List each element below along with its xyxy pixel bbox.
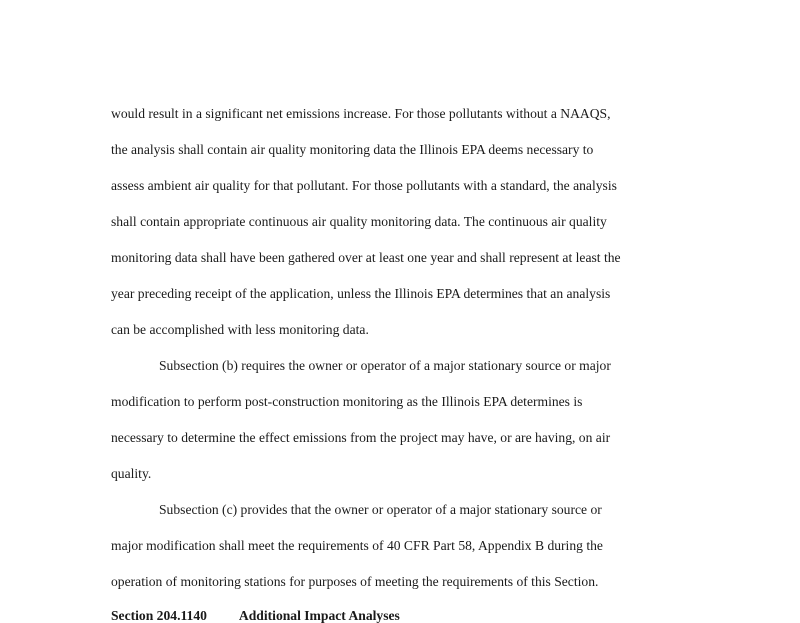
section-heading (111, 609, 400, 623)
paragraph-line: Subsection (b) requires the owner or operator of a major stationary source or major (159, 358, 611, 373)
paragraph-line: monitoring data shall have been gathered over at least one year and shall represent at least the (111, 250, 621, 265)
section-title: Additional Impact Analyses (238, 608, 400, 623)
paragraph-line: necessary to determine the effect emissions from the project may have, or are having, on air (111, 430, 611, 445)
section-number: Section 204.1140 (111, 608, 207, 623)
paragraph-line: major modification shall meet the requirements of 40 CFR Part 58, Appendix B during the (111, 538, 603, 553)
paragraph-line: quality. (111, 466, 152, 481)
paragraph-line: shall contain appropriate continuous air quality monitoring data. The continuous air quality (111, 214, 607, 229)
paragraph-line: Subsection (c) provides that the owner or operator of a major stationary source or (159, 502, 602, 517)
paragraph-line: would result in a significant net emissions increase. For those pollutants without a NAAQS, (111, 106, 611, 121)
paragraph-line: can be accomplished with less monitoring data. (111, 322, 369, 337)
paragraph-line: the analysis shall contain air quality monitoring data the Illinois EPA deems necessary to (111, 142, 594, 157)
paragraph-line: operation of monitoring stations for purposes of meeting the requirements of this Section. (111, 574, 599, 589)
paragraph-line: modification to perform post-construction monitoring as the Illinois EPA determines is (111, 394, 583, 409)
paragraph-line: assess ambient air quality for that pollutant. For those pollutants with a standard, the analysis (111, 178, 617, 193)
paragraph-line: year preceding receipt of the application, unless the Illinois EPA determines that an analysis (111, 286, 611, 301)
